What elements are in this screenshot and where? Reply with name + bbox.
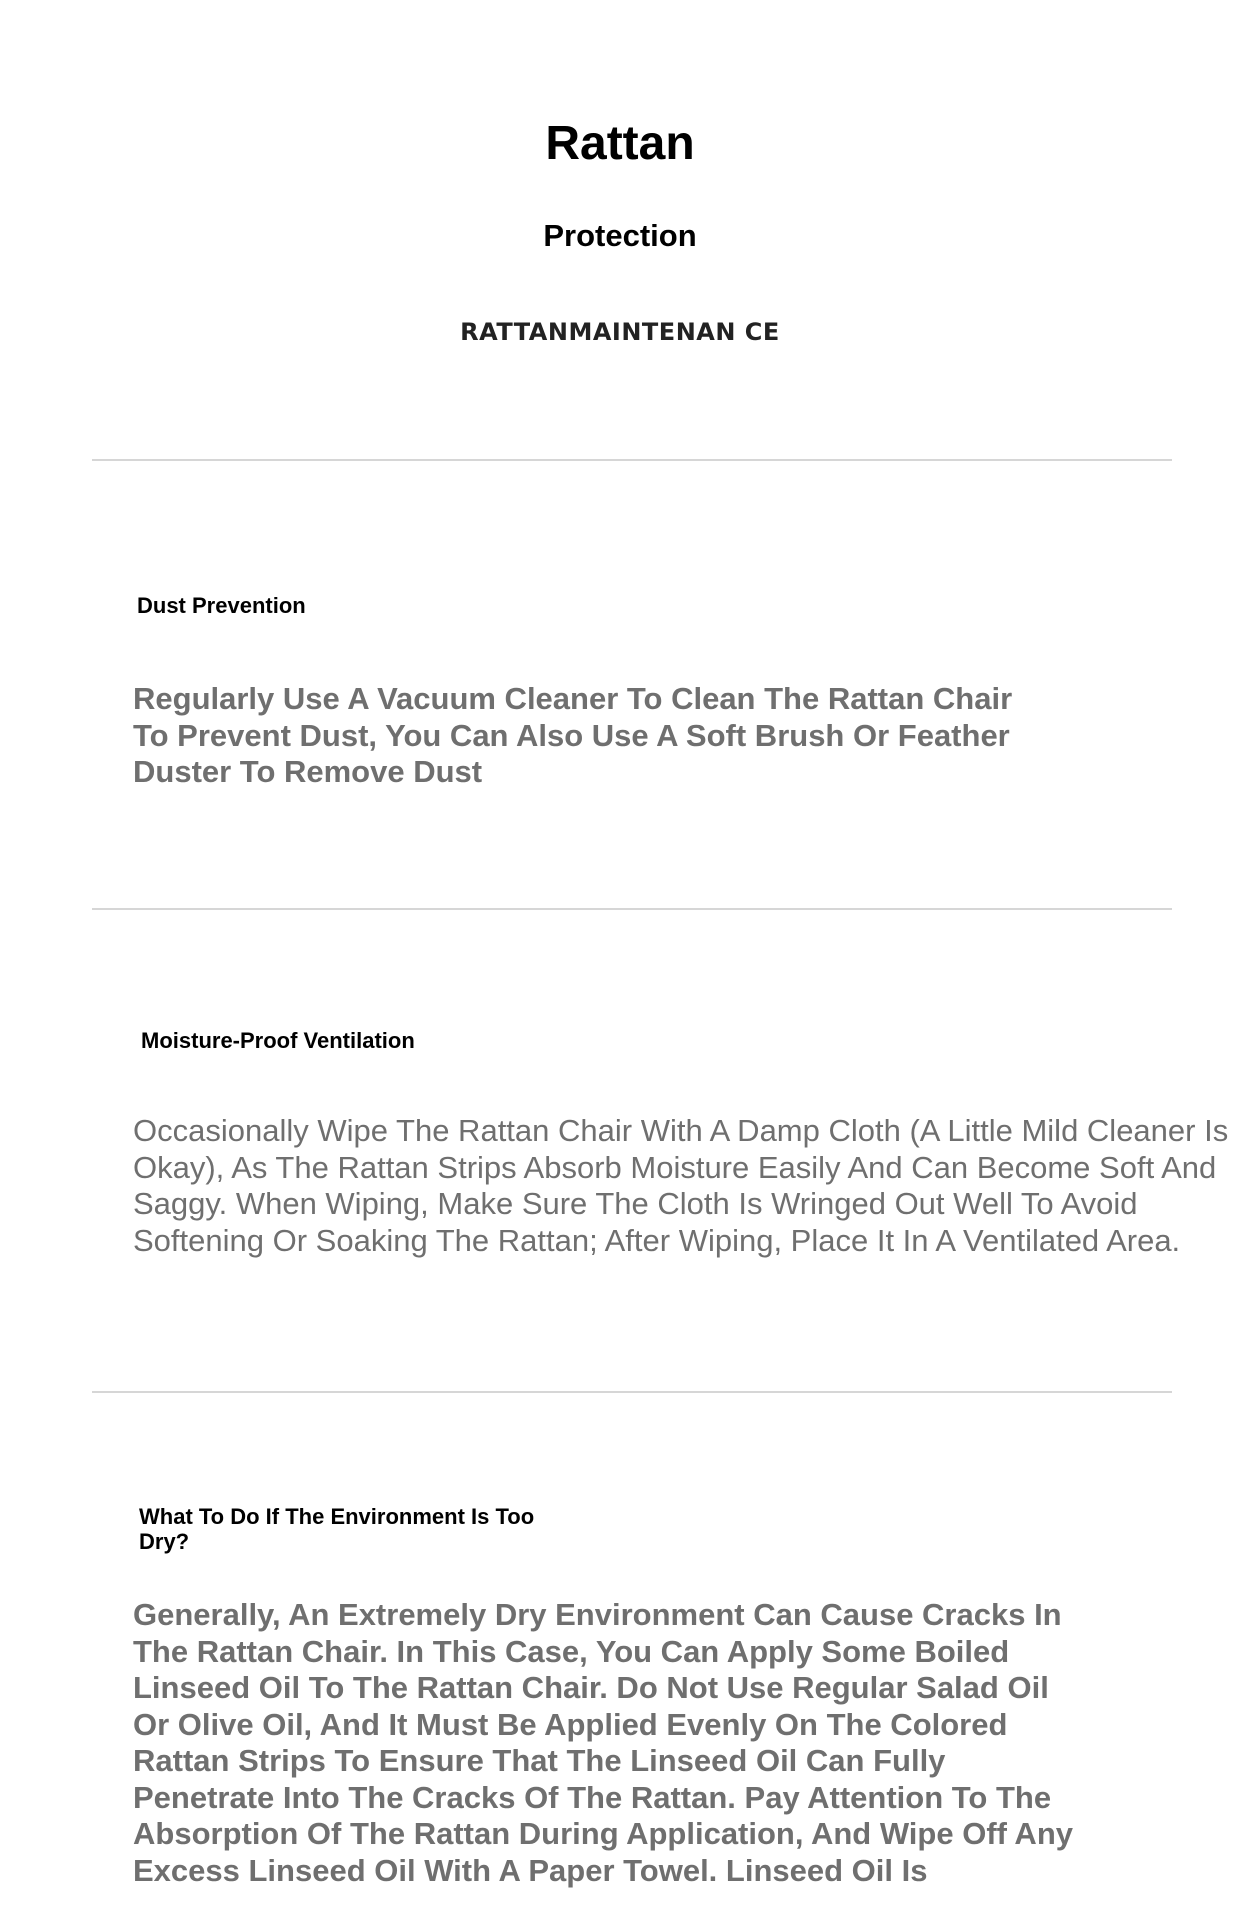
page-title: Rattan	[545, 117, 695, 170]
brand-tagline: RATTANMAINTENAN CE	[460, 318, 780, 346]
section-divider	[92, 908, 1172, 910]
section-heading-too-dry: What To Do If The Environment Is Too Dry?	[139, 1504, 535, 1554]
section-divider	[92, 1391, 1172, 1393]
section-body-moisture-proof: Occasionally Wipe The Rattan Chair With A Damp Cloth (A Little Mild Cleaner Is Okay), As The Rattan Strips Absorb Moisture Easily And Can Become Soft And Saggy. When Wiping, Make Sure The Cloth Is Wringed Out Well To Avoid Softening Or Soaking The Rattan; After Wiping, Place It In A Ventilated Area.	[133, 1113, 1229, 1258]
section-heading-moisture-proof: Moisture-Proof Ventilation	[141, 1028, 415, 1053]
section-heading-dust-prevention: Dust Prevention	[137, 593, 306, 618]
page-subtitle: Protection	[543, 218, 697, 253]
section-body-too-dry: Generally, An Extremely Dry Environment Can Cause Cracks In The Rattan Chair. In This Case, You Can Apply Some Boiled Linseed Oil To The Rattan Chair. Do Not Use Regular Salad Oil Or Olive Oil, And It Must Be Applied Evenly On The Colored Rattan Strips To Ensure That The Linseed Oil Can Fully Penetrate Into The Cracks Of The Rattan. Pay Attention To The Absorption Of The Rattan During Application, And Wipe Off Any Excess Linseed Oil With A Paper Towel. Linseed Oil Is	[133, 1597, 1073, 1888]
section-body-dust-prevention: Regularly Use A Vacuum Cleaner To Clean The Rattan Chair To Prevent Dust, You Can Also Use A Soft Brush Or Feather Duster To Remove Dust	[133, 681, 1013, 789]
section-divider	[92, 459, 1172, 461]
